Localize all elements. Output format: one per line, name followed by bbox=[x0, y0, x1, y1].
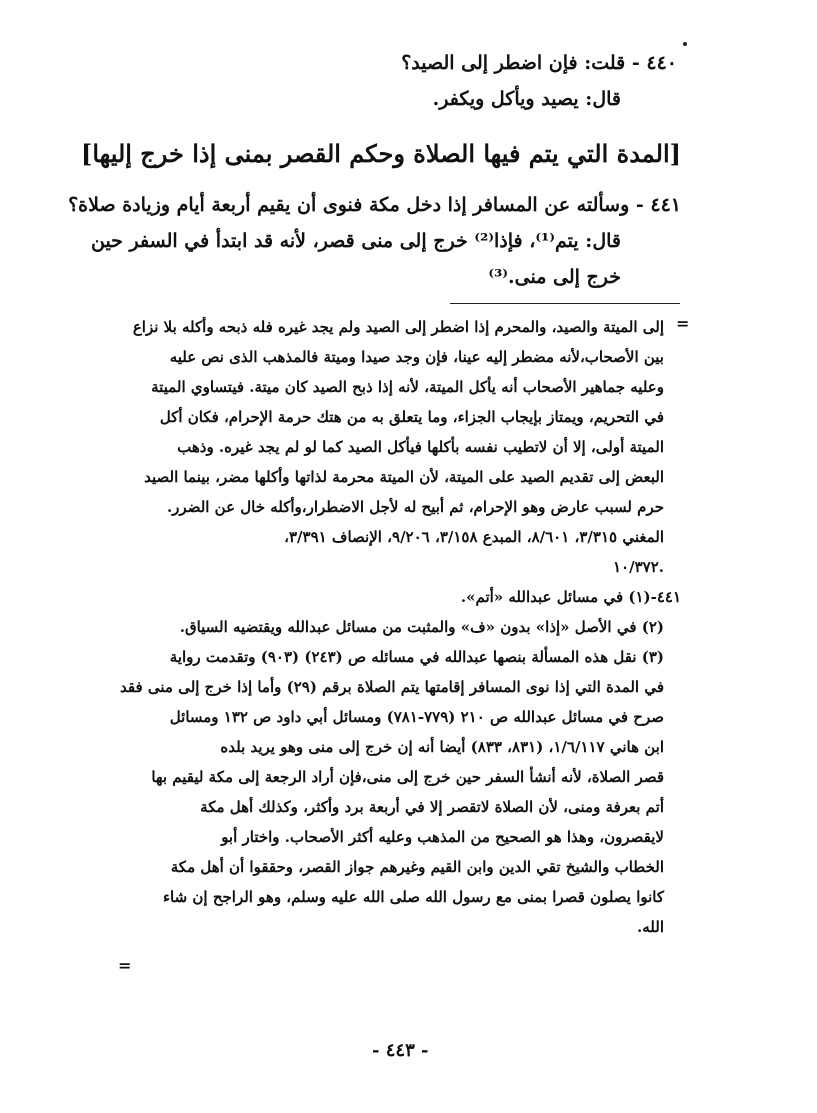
footnote-441-3-line: أتم بعرفة ومنى، لأن الصلاة لاتقصر إلا في أربعة برد وأكثر، وكذلك أهل مكة bbox=[200, 798, 664, 816]
footnote-441-3-line: قصر الصلاة، لأنه أنشأ السفر حين خرج إلى منى،فإن أراد الرجعة إلى مكة ليقيم بها bbox=[151, 768, 664, 786]
footnote-441-3-line: ابن هاني ١/٦/١١٧، (٨٣١، ٨٣٣) أيضا أنه إن خرج إلى منى وهو يريد بلده bbox=[220, 738, 664, 756]
footnote-441-1: ٤٤١-(١) في مسائل عبدالله «أتم». bbox=[460, 588, 681, 606]
footnote-441-3-line: صرح في مسائل عبدالله ص ٢١٠ (٧٧٩-٧٨١) ومسائل أبي داود ص ١٣٢ ومسائل bbox=[169, 708, 664, 726]
question-441-line-1: ٤٤١ - وسألته عن المسافر إذا دخل مكة فنوى أن يقيم أربعة أيام وزيادة صلاة؟ bbox=[68, 194, 681, 216]
footnote-separator bbox=[450, 303, 680, 304]
answer-441-line-2: خرج إلى منى.⁽³⁾ bbox=[488, 266, 621, 288]
section-heading: [المدة التي يتم فيها الصلاة وحكم القصر بمنى إذا خرج إليها] bbox=[80, 139, 681, 168]
footnote-441-3-line: لايقصرون، وهذا هو الصحيح من المذهب وعليه أكثر الأصحاب. واختار أبو bbox=[221, 828, 664, 846]
footnote-cont-line: بين الأصحاب،لأنه مضطر إليه عينا، فإن وجد صيدا وميتة فالمذهب الذى نص عليه bbox=[169, 348, 664, 366]
footnote-cont-line: الميتة أولى، إلا أن لاتطيب نفسه بأكلها فيأكل الصيد كما لو لم يجد غيره. وذهب bbox=[177, 438, 664, 456]
footnote-441-3-line-end: الله. bbox=[637, 918, 664, 936]
footnote-cont-line: حرم لسبب عارض وهو الإحرام، ثم أبيح له لأجل الاضطرار،وأكله خال عن الضرر. bbox=[166, 498, 664, 516]
answer-441-line-1: قال: يتم⁽¹⁾، فإذا⁽²⁾ خرج إلى منى قصر، لأنه قد ابتدأ في السفر حين bbox=[90, 230, 621, 252]
footnote-cont-line: في التحريم، ويمتاز بإيجاب الجزاء، وما يتعلق به من هتك حرمة الإحرام، فكان أكل bbox=[159, 408, 664, 426]
continuation-marker-bottom: = bbox=[118, 956, 132, 975]
continuation-marker-top: = bbox=[676, 314, 690, 333]
page-number: - ٤٤٣ - bbox=[372, 1040, 429, 1061]
footnote-cont-line: إلى الميتة والصيد، والمحرم إذا اضطر إلى الصيد ولم يجد غيره فله ذبحه وأكله بلا نزاع bbox=[132, 318, 664, 336]
footnote-441-2: (٢) في الأصل «إذا» بدون «ف» والمثبت من مسائل عبدالله ويقتضيه السياق. bbox=[179, 618, 664, 636]
footnote-441-3-line: كانوا يصلون قصرا بمنى مع رسول الله صلى الله عليه وسلم، وهو الراجح إن شاء bbox=[163, 888, 664, 906]
footnote-references: المغني ٣/٣١٥، ٨/٦٠١، المبدع ٣/١٥٨، ٩/٢٠٦، الإنصاف ٣/٣٩١، bbox=[284, 528, 664, 546]
footnote-441-3-line: في المدة التي إذا نوى المسافر إقامتها يتم الصلاة برقم (٢٩) وأما إذا خرج إلى منى فقد bbox=[120, 678, 664, 696]
answer-440: قال: يصيد ويأكل ويكفر. bbox=[432, 88, 621, 110]
page-dot bbox=[683, 42, 687, 46]
footnote-references-end: ١٠/٣٧٢. bbox=[613, 558, 664, 576]
footnote-cont-line: البعض إلى تقديم الصيد على الميتة، لأن الميتة محرمة لذاتها وأكلها مضر، بينما الصيد bbox=[144, 468, 664, 486]
footnote-441-3-line: الخطاب والشيخ تقي الدين وابن القيم وغيرهم جواز القصر، وحققوا أن أهل مكة bbox=[170, 858, 664, 876]
question-440-line-1: ٤٤٠ - قلت: فإن اضطر إلى الصيد؟ bbox=[401, 52, 677, 74]
footnote-cont-line: وعليه جماهير الأصحاب أنه يأكل الميتة، لأنه إذا ذبح الصيد كان ميتة. فيتساوي الميتة bbox=[151, 378, 664, 396]
footnote-441-3: (٣) نقل هذه المسألة بنصها عبدالله في مسائله ص (٢٤٣) (٩٠٣) وتقدمت رواية bbox=[169, 648, 664, 666]
